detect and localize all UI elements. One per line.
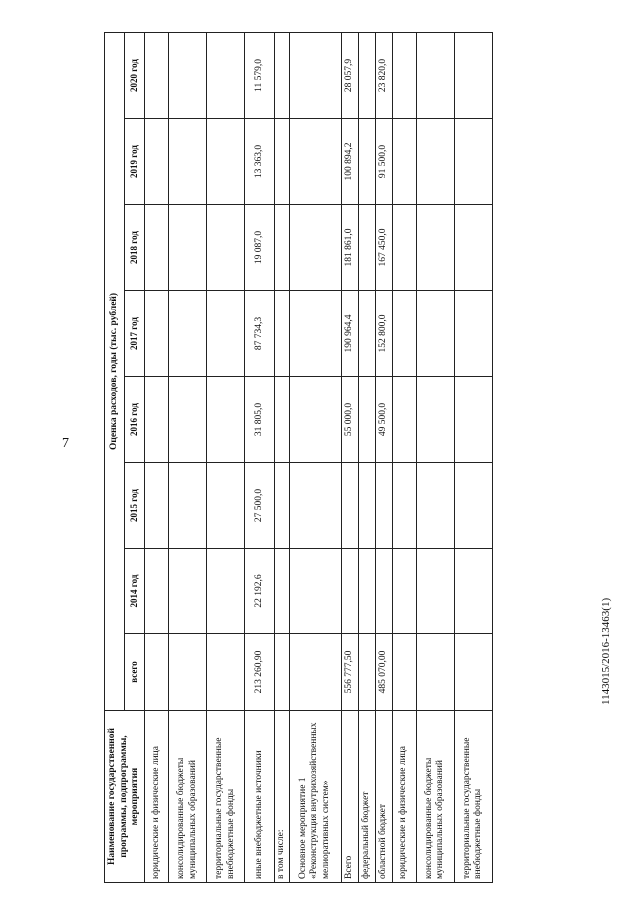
- cell-value: [375, 463, 392, 549]
- table-row: [207, 32, 245, 882]
- cell-value: [454, 119, 492, 205]
- cell-value: [454, 377, 492, 463]
- cell-value: 27 500,0: [245, 463, 275, 549]
- row-name: территориальные государственные внебюджетные фонды: [207, 711, 245, 883]
- cell-value: [416, 291, 454, 377]
- cell-value: [416, 119, 454, 205]
- cell-value: [358, 377, 375, 463]
- cell-value: [275, 119, 290, 205]
- cell-value: [358, 205, 375, 291]
- cell-value: [145, 634, 169, 711]
- cell-value: 91 500,0: [375, 119, 392, 205]
- header-column: 2020 год: [125, 32, 145, 118]
- cell-value: [289, 549, 341, 634]
- cell-value: 167 450,0: [375, 205, 392, 291]
- header-column: 2014 год: [125, 549, 145, 634]
- cell-value: [275, 32, 290, 118]
- row-name: областной бюджет: [375, 711, 392, 883]
- header-column: 2017 год: [125, 291, 145, 377]
- cell-value: [358, 32, 375, 118]
- header-column: 2019 год: [125, 119, 145, 205]
- cell-value: [169, 549, 207, 634]
- cell-value: 28 057,9: [341, 32, 358, 118]
- cell-value: 485 070,00: [375, 634, 392, 711]
- cell-value: [454, 291, 492, 377]
- expenses-table-container: [104, 33, 544, 883]
- header-name-column: Наименование государственной программы, подпрограммы, мероприятия: [105, 711, 145, 883]
- cell-value: [169, 463, 207, 549]
- cell-value: 22 192,6: [245, 549, 275, 634]
- cell-value: [358, 291, 375, 377]
- cell-value: [145, 463, 169, 549]
- cell-value: [207, 205, 245, 291]
- cell-value: 11 579,0: [245, 32, 275, 118]
- cell-value: [207, 119, 245, 205]
- row-name: юридические и физические лица: [392, 711, 416, 883]
- row-name: иные внебюджетные источники: [245, 711, 275, 883]
- cell-value: [289, 205, 341, 291]
- cell-value: [207, 549, 245, 634]
- table-row: [245, 32, 275, 882]
- cell-value: [145, 32, 169, 118]
- cell-value: [341, 463, 358, 549]
- cell-value: [145, 377, 169, 463]
- table-row: [358, 32, 375, 882]
- cell-value: [207, 377, 245, 463]
- cell-value: [207, 291, 245, 377]
- cell-value: [392, 549, 416, 634]
- cell-value: [454, 32, 492, 118]
- cell-value: 556 777,50: [341, 634, 358, 711]
- cell-value: [169, 291, 207, 377]
- cell-value: [145, 119, 169, 205]
- header-column: 2018 год: [125, 205, 145, 291]
- cell-value: 190 964,4: [341, 291, 358, 377]
- cell-value: [289, 634, 341, 711]
- cell-value: [358, 119, 375, 205]
- cell-value: [358, 463, 375, 549]
- cell-value: [145, 549, 169, 634]
- expenses-table: [104, 32, 493, 883]
- header-group-title: Оценка расходов, годы (тыс. рублей): [105, 32, 125, 710]
- cell-value: [416, 463, 454, 549]
- cell-value: [289, 463, 341, 549]
- page-number: 7: [62, 436, 69, 451]
- cell-value: 100 894,2: [341, 119, 358, 205]
- table-row: [289, 32, 341, 882]
- cell-value: [275, 463, 290, 549]
- table-row: [275, 32, 290, 882]
- row-name: территориальные государственные внебюджетные фонды: [454, 711, 492, 883]
- row-name: федеральный бюджет: [358, 711, 375, 883]
- cell-value: [275, 377, 290, 463]
- cell-value: [169, 32, 207, 118]
- table-row: [454, 32, 492, 882]
- cell-value: 87 734,3: [245, 291, 275, 377]
- cell-value: [289, 119, 341, 205]
- header-column: 2016 год: [125, 377, 145, 463]
- cell-value: [275, 205, 290, 291]
- cell-value: [416, 634, 454, 711]
- cell-value: [416, 205, 454, 291]
- cell-value: 19 087,0: [245, 205, 275, 291]
- cell-value: [169, 377, 207, 463]
- cell-value: [454, 463, 492, 549]
- table-row: [341, 32, 358, 882]
- header-column: всего: [125, 634, 145, 711]
- cell-value: 23 820,0: [375, 32, 392, 118]
- cell-value: 31 805,0: [245, 377, 275, 463]
- cell-value: [392, 463, 416, 549]
- cell-value: [392, 119, 416, 205]
- row-name: юридические и физические лица: [145, 711, 169, 883]
- header-column: 2015 год: [125, 463, 145, 549]
- cell-value: 181 861,0: [341, 205, 358, 291]
- row-name: Всего: [341, 711, 358, 883]
- cell-value: [358, 549, 375, 634]
- cell-value: [392, 634, 416, 711]
- row-name: в том числе:: [275, 711, 290, 883]
- cell-value: [289, 291, 341, 377]
- cell-value: [145, 291, 169, 377]
- table-row: [375, 32, 392, 882]
- cell-value: [454, 549, 492, 634]
- table-row: [416, 32, 454, 882]
- cell-value: [275, 634, 290, 711]
- cell-value: [169, 634, 207, 711]
- cell-value: 152 800,0: [375, 291, 392, 377]
- cell-value: [375, 549, 392, 634]
- cell-value: [416, 549, 454, 634]
- cell-value: [341, 549, 358, 634]
- table-row: [392, 32, 416, 882]
- cell-value: [358, 634, 375, 711]
- cell-value: [454, 205, 492, 291]
- row-name: Основное мероприятие 1 «Реконструкция внутрихозяйственных мелиоративных систем»: [289, 711, 341, 883]
- table-row: [169, 32, 207, 882]
- row-name: консолидированные бюджеты муниципальных образований: [416, 711, 454, 883]
- document-code: 1143015/2016-13463(1): [600, 597, 612, 705]
- cell-value: [289, 377, 341, 463]
- cell-value: [392, 32, 416, 118]
- cell-value: [275, 291, 290, 377]
- cell-value: 55 000,0: [341, 377, 358, 463]
- cell-value: [416, 32, 454, 118]
- cell-value: [416, 377, 454, 463]
- cell-value: [289, 32, 341, 118]
- cell-value: [392, 377, 416, 463]
- cell-value: [145, 205, 169, 291]
- cell-value: [169, 205, 207, 291]
- cell-value: 49 500,0: [375, 377, 392, 463]
- cell-value: [169, 119, 207, 205]
- cell-value: [207, 634, 245, 711]
- cell-value: 13 363,0: [245, 119, 275, 205]
- table-row: [145, 32, 169, 882]
- cell-value: [275, 549, 290, 634]
- cell-value: [207, 463, 245, 549]
- cell-value: [454, 634, 492, 711]
- cell-value: [207, 32, 245, 118]
- cell-value: [392, 205, 416, 291]
- row-name: консолидированные бюджеты муниципальных образований: [169, 711, 207, 883]
- cell-value: [392, 291, 416, 377]
- cell-value: 213 260,90: [245, 634, 275, 711]
